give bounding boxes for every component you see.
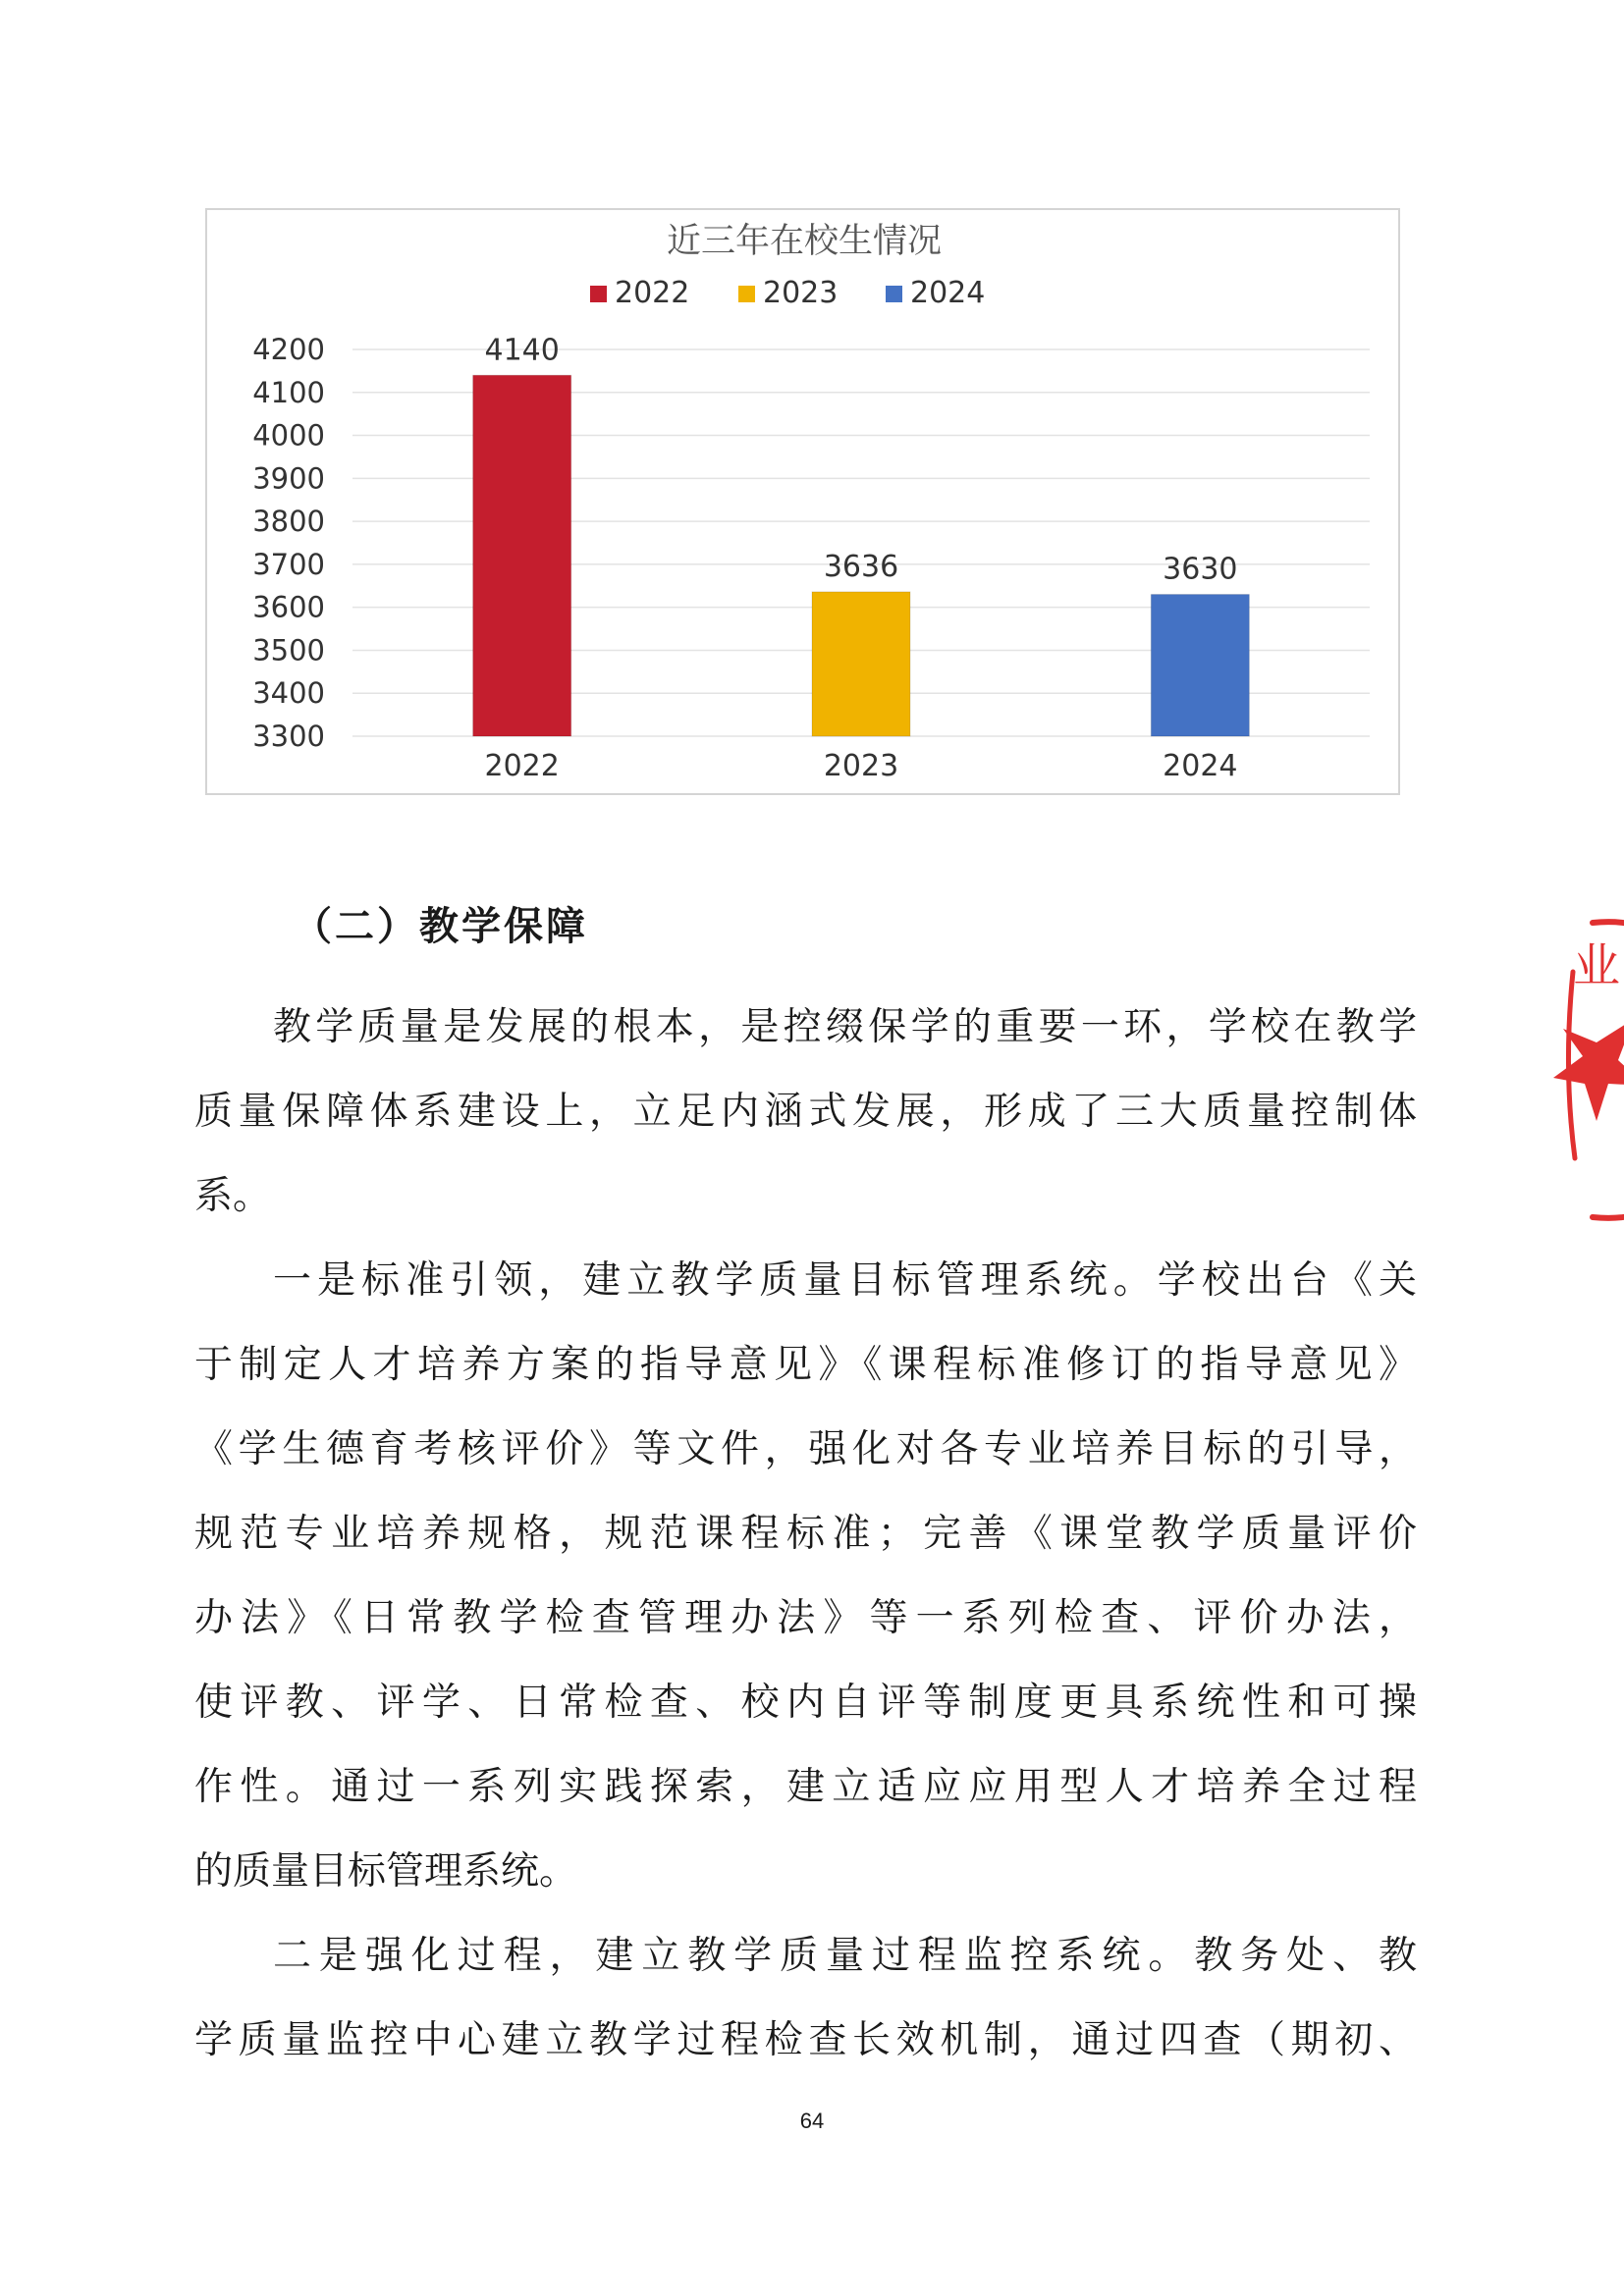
legend-label: 2022 [615, 276, 690, 310]
y-tick-label: 3700 [252, 547, 325, 581]
x-tick-label: 2023 [823, 749, 899, 783]
red-seal-stamp [1553, 903, 1624, 1237]
paragraph-3 [194, 1914, 1417, 2083]
y-tick-label: 3900 [252, 461, 325, 496]
bar [473, 375, 571, 736]
bar [1151, 595, 1249, 736]
y-tick-label: 3800 [252, 505, 325, 539]
section-heading: （二）教学保障 [293, 904, 588, 949]
paragraph-line: 办法》《日常教学检查管理办法》等一系列检查、评价办法， [194, 1596, 1417, 1640]
paragraph-line: 作性。通过一系列实践探索，建立适应应用型人才培养全过程 [194, 1765, 1417, 1809]
paragraph-1 [194, 986, 1417, 1239]
data-label: 3630 [1163, 552, 1238, 587]
x-tick-label: 2024 [1163, 749, 1238, 783]
y-tick-label: 3500 [252, 633, 325, 667]
svg-text:业: 业 [1573, 938, 1621, 993]
enrollment-chart [205, 208, 1400, 795]
paragraph-line: 的质量目标管理系统。 [194, 1849, 578, 1894]
legend-swatch [590, 286, 607, 302]
y-tick-label: 3600 [252, 590, 325, 624]
paragraph-line: 《学生德育考核评价》等文件，强化对各专业培养目标的引导， [194, 1427, 1417, 1471]
page-number: 64 [799, 2109, 825, 2133]
paragraph-line: 二是强化过程，建立教学质量过程监控系统。教务处、教 [273, 1934, 1417, 1978]
data-label: 3636 [823, 549, 899, 584]
paragraph-2 [194, 1239, 1417, 1914]
y-tick-label: 4200 [252, 333, 325, 366]
y-tick-label: 3300 [252, 720, 325, 753]
x-tick-label: 2022 [484, 749, 560, 783]
paragraph-line: 于制定人才培养方案的指导意见》《课程标准修订的指导意见》 [194, 1343, 1417, 1387]
y-tick-label: 4100 [252, 375, 325, 409]
legend-swatch [738, 286, 755, 302]
bar [812, 592, 910, 736]
legend-swatch [886, 286, 902, 302]
paragraph-line: 一是标准引领，建立教学质量目标管理系统。学校出台《关 [273, 1258, 1417, 1303]
paragraph-line: 质量保障体系建设上，立足内涵式发展，形成了三大质量控制体 [194, 1090, 1417, 1134]
legend-label: 2024 [910, 276, 986, 310]
paragraph-line: 教学质量是发展的根本，是控缀保学的重要一环，学校在教学 [273, 1005, 1417, 1049]
data-label: 4140 [484, 333, 560, 368]
paragraph-line: 系。 [194, 1174, 272, 1218]
chart-svg [207, 210, 1402, 797]
chart-title: 近三年在校生情况 [666, 222, 943, 261]
y-tick-label: 4000 [252, 418, 325, 453]
paragraph-line: 学质量监控中心建立教学过程检查长效机制，通过四查（期初、 [194, 2018, 1417, 2062]
legend-label: 2023 [763, 276, 839, 310]
paragraph-line: 使评教、评学、日常检查、校内自评等制度更具系统性和可操 [194, 1681, 1417, 1725]
y-tick-label: 3400 [252, 676, 325, 711]
paragraph-line: 规范专业培养规格，规范课程标准；完善《课堂教学质量评价 [194, 1512, 1417, 1556]
